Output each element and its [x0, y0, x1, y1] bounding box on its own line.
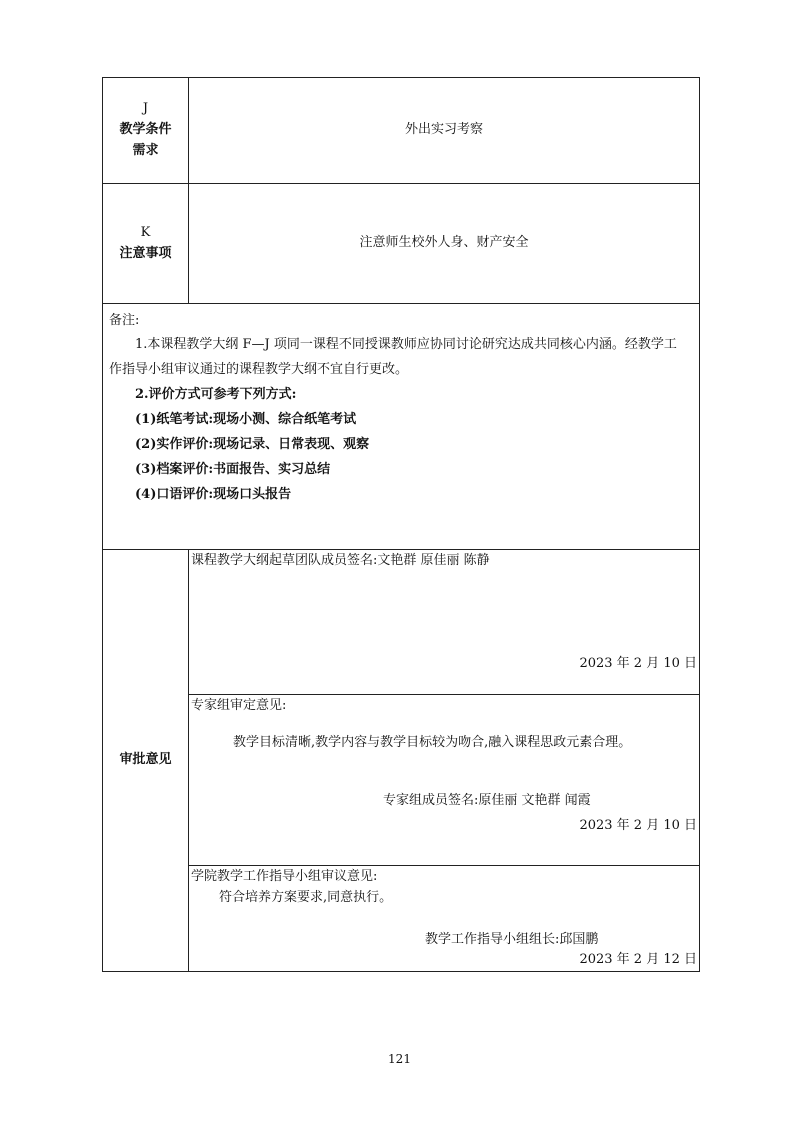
evaluation-method: (4)口语评价:现场口头报告 — [135, 487, 292, 502]
row-notes — [103, 304, 700, 550]
committee-leader: 教学工作指导小组组长:邱国鹏 — [425, 932, 599, 947]
college-date: 2023 年 2 月 12 日 — [579, 952, 697, 967]
drafting-date: 2023 年 2 月 10 日 — [579, 656, 697, 671]
drafting-signature-cell — [189, 550, 700, 695]
row-drafting-signature — [103, 550, 700, 695]
notes-heading: 备注: — [109, 313, 140, 328]
expert-review-cell — [189, 695, 700, 866]
label-precautions — [103, 184, 189, 304]
evaluation-method: (3)档案评价:书面报告、实习总结 — [135, 462, 331, 477]
teaching-conditions-content: 外出实习考察 — [189, 78, 700, 184]
evaluation-method: (2)实作评价:现场记录、日常表现、观察 — [135, 437, 370, 452]
evaluation-method: (1)纸笔考试:现场小测、综合纸笔考试 — [135, 412, 357, 427]
approval-label: 审批意见 — [103, 550, 189, 972]
row-precautions — [103, 184, 700, 304]
row-letter-j: J — [142, 101, 149, 117]
row-teaching-conditions — [103, 78, 700, 184]
label-line-1: 教学条件 — [119, 122, 172, 138]
precautions-content: 注意师生校外人身、财产安全 — [189, 184, 700, 304]
note-item-2-title: 2.评价方式可参考下列方式: — [135, 387, 297, 402]
label-precautions-text: 注意事项 — [119, 245, 172, 261]
expert-opinion: 教学目标清晰,教学内容与教学目标较为吻合,融入课程思政元素合理。 — [233, 735, 632, 750]
note-item-1: 1.本课程教学大纲 F—J 项同一课程不同授课教师应协同讨论研究达成共同核心内涵。经教学工作指导小组审议通过的课程教学大纲不宜自行更改。 — [109, 337, 677, 377]
label-line-2: 需求 — [132, 142, 159, 158]
label-teaching-conditions — [103, 78, 189, 184]
row-college-review — [103, 866, 700, 972]
row-letter-k: K — [140, 224, 151, 240]
expert-date: 2023 年 2 月 10 日 — [579, 818, 697, 833]
college-opinion: 符合培养方案要求,同意执行。 — [219, 890, 393, 905]
drafting-signers: 课程教学大纲起草团队成员签名:文艳群 原佳丽 陈静 — [191, 553, 490, 568]
row-expert-review — [103, 695, 700, 866]
college-review-title: 学院教学工作指导小组审议意见: — [191, 869, 378, 884]
expert-review-title: 专家组审定意见: — [191, 698, 287, 713]
expert-signers: 专家组成员签名:原佳丽 文艳群 闻霞 — [383, 793, 591, 808]
page-number: 121 — [388, 1052, 411, 1066]
college-review-cell — [189, 866, 700, 972]
syllabus-table — [102, 77, 700, 972]
notes-cell — [103, 304, 700, 550]
